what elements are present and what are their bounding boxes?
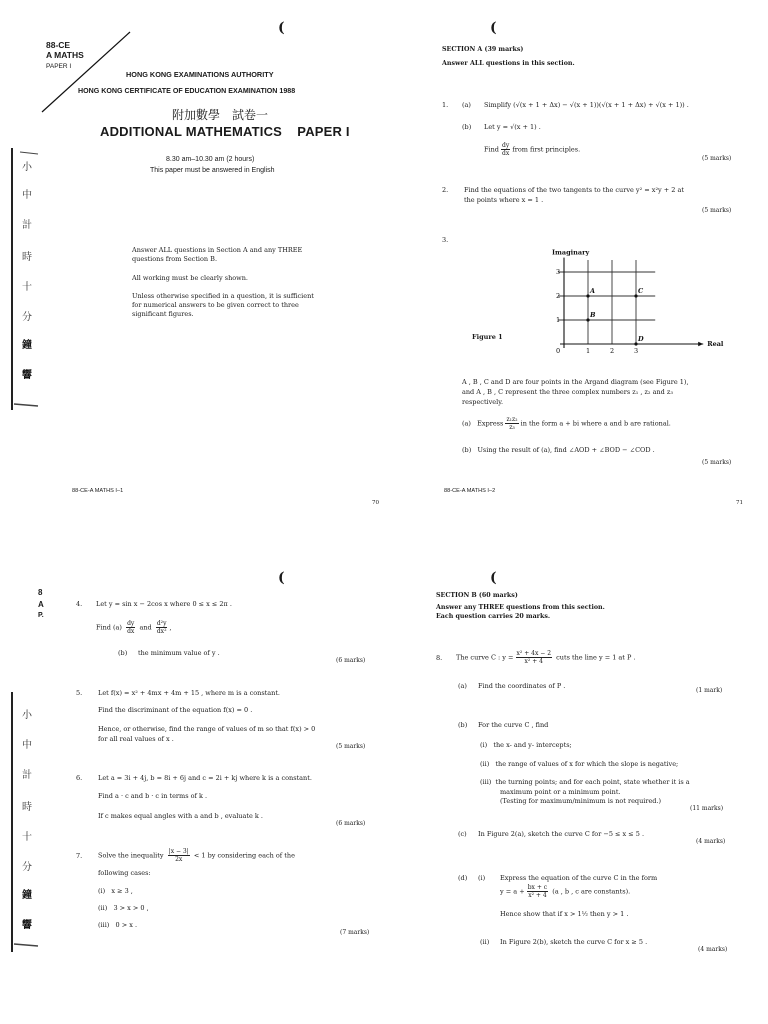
- question-3a-rest: in the form a + bi where a and b are rational.: [520, 419, 671, 428]
- question-8d-i-hence: Hence show that if x > 1½ then y > 1 .: [500, 910, 629, 918]
- section-heading: SECTION A (39 marks): [442, 46, 524, 53]
- question-6-marks: (6 marks): [336, 820, 366, 827]
- question-8c-text: In Figure 2(a), sketch the curve C for −5 ≤ x ≤ 5 .: [478, 830, 645, 838]
- fraction-numerator: |x − 3|: [168, 848, 189, 855]
- page-number: 70: [372, 500, 380, 506]
- question-1b-label: (b): [462, 123, 472, 131]
- question-8a-marks: (1 mark): [696, 687, 723, 694]
- y-tick-label: 3: [556, 268, 561, 276]
- question-2-number: 2.: [442, 186, 449, 194]
- page-top-mark: (: [490, 20, 497, 36]
- question-6-text-1: Let a = 3i + 4j, b = 8i + 6j and c = 2i + kj where k is a constant.: [98, 774, 312, 782]
- item-text: the turning points; and for each point, state whether it is a: [495, 778, 690, 786]
- fraction-numerator: dy: [502, 142, 510, 149]
- instruction-2: All working must be clearly shown.: [132, 274, 248, 282]
- page-top-mark: (: [490, 570, 497, 586]
- question-7-number: 7.: [76, 852, 83, 860]
- question-5-marks: (5 marks): [336, 743, 366, 750]
- question-8-number: 8.: [436, 654, 443, 662]
- section-heading: SECTION B (60 marks): [436, 592, 518, 599]
- question-8b-label: (b): [458, 721, 468, 729]
- question-3a-label: (a): [462, 419, 471, 428]
- question-8b-iii-line-3: (Testing for maximum/minimum is not required.): [500, 797, 662, 805]
- point-label-d: D: [638, 335, 644, 343]
- item-label: (i): [480, 741, 488, 749]
- item-text: the x- and y- intercepts;: [493, 741, 572, 749]
- question-1a-text: Simplify (√(x + 1 + Δx) − √(x + 1))(√(x + 1 + Δx) + √(x + 1)) .: [484, 101, 689, 109]
- fraction-numerator: z₁z₂: [506, 416, 518, 423]
- corner-subject: A MATHS: [46, 50, 84, 60]
- svg-text:小: 小: [22, 162, 32, 173]
- question-3-marks: (5 marks): [702, 459, 732, 466]
- question-4a: Find (a) $\frac{dy}{dx}$ and $\frac{\text{d²y}}{\text{dx²}}$ ,: [96, 620, 172, 635]
- fraction-denominator: z₃: [509, 424, 515, 431]
- binding-marks: [0, 148, 40, 410]
- edge-letter-3: P.: [38, 612, 44, 619]
- question-7-text-2: following cases:: [98, 869, 151, 877]
- svg-text:時: 時: [22, 802, 32, 813]
- form-fraction: [527, 884, 548, 899]
- question-4a-and: and: [139, 623, 152, 632]
- question-8b-iii-line-2: maximum point or a minimum point.: [500, 788, 621, 796]
- abs-fraction: [168, 848, 190, 863]
- question-4-text: Let y = sin x − 2cos x where 0 ≤ x ≤ 2π .: [96, 600, 232, 608]
- fraction-numerator: d²y: [156, 620, 167, 627]
- question-3a-express: Express: [477, 419, 504, 428]
- form-post: (a , b , c are constants).: [552, 887, 631, 896]
- case-text: 3 > x > 0 ,: [113, 904, 149, 912]
- question-4b-text: the minimum value of y .: [138, 649, 220, 657]
- svg-text:鐘: 鐘: [22, 340, 32, 351]
- question-5-number: 5.: [76, 689, 83, 697]
- instruction-1: Answer ALL questions in Section A and any THREE questions from Section B.: [132, 246, 303, 263]
- question-3b-label: (b): [462, 446, 472, 454]
- corner-code: 88-CE: [46, 40, 71, 50]
- question-4b-label: (b): [118, 649, 128, 657]
- question-3-text-1: A , B , C and D are four points in the Argand diagram (see Figure 1),: [462, 378, 689, 386]
- point-label-c: C: [638, 287, 644, 295]
- question-1-number: 1.: [442, 101, 449, 109]
- curve-fraction: [516, 650, 553, 665]
- find-rest: from first principles.: [512, 145, 581, 154]
- dy-dx-fraction: [126, 620, 135, 635]
- question-5-text-4: for all real values of x .: [98, 735, 174, 743]
- question-8-curve: [456, 650, 635, 665]
- question-7-inequality: [98, 848, 295, 863]
- item-text: the range of values of x for which the slope is negative;: [495, 760, 679, 768]
- binding-marks: [0, 692, 40, 952]
- page-section-b: [384, 512, 768, 1024]
- question-8d-ii-label: (ii): [480, 938, 490, 946]
- footer-code: 88-CE-A MATHS I–1: [72, 488, 124, 494]
- question-4-number: 4.: [76, 600, 83, 608]
- y-tick-label: 2: [556, 292, 561, 300]
- question-7-pre: Solve the inequality: [98, 851, 164, 860]
- find-word: Find: [484, 145, 499, 154]
- fraction-numerator: dy: [127, 620, 135, 627]
- d2y-dx2-fraction: [156, 620, 168, 635]
- question-8b-i: [480, 741, 572, 749]
- point-label-b: B: [590, 311, 596, 319]
- fraction-numerator: bx + c: [527, 884, 548, 891]
- imaginary-axis-label: Imaginary: [552, 248, 590, 257]
- question-1a-label: (a): [462, 101, 471, 109]
- case-label: (iii): [98, 921, 110, 929]
- fraction-denominator: dx: [127, 628, 135, 635]
- question-8d-marks: (4 marks): [698, 946, 728, 953]
- item-label: (ii): [480, 760, 490, 768]
- question-7-post: < 1 by considering each of the: [193, 851, 295, 860]
- question-6-text-3: If c makes equal angles with a and b , evaluate k .: [98, 812, 263, 820]
- question-4-marks: (6 marks): [336, 657, 366, 664]
- fraction-denominator: 2x: [175, 856, 183, 863]
- question-8b-text: For the curve C , find: [478, 721, 549, 729]
- svg-text:計: 計: [22, 220, 32, 231]
- question-1b-derivative: [484, 142, 580, 157]
- svg-text:鐘: 鐘: [22, 890, 32, 901]
- instruction-3: Unless otherwise specified in a question, it is sufficient for numerical answers to be given correct to three significant figures.: [132, 292, 314, 318]
- authority-name: HONG KONG EXAMINATIONS AUTHORITY: [126, 70, 274, 79]
- question-8d-label: (d): [458, 874, 468, 882]
- form-pre: y = a +: [500, 887, 525, 896]
- question-7-case-3: [98, 921, 137, 929]
- point-label-a: A: [590, 287, 596, 295]
- svg-text:十: 十: [22, 282, 32, 293]
- question-3-text-3: respectively.: [462, 398, 504, 406]
- question-8a-label: (a): [458, 682, 467, 690]
- language-note: This paper must be answered in English: [150, 167, 275, 174]
- case-label: (ii): [98, 904, 108, 912]
- case-text: x ≥ 3 ,: [111, 887, 133, 895]
- question-7-marks: (7 marks): [340, 929, 370, 936]
- question-8-pre: The curve C : y =: [456, 653, 514, 662]
- question-1-marks: (5 marks): [702, 155, 732, 162]
- question-8c-marks: (4 marks): [696, 838, 726, 845]
- question-2-text-2: the points where x = 1 .: [464, 196, 544, 204]
- question-8c-label: (c): [458, 830, 467, 838]
- item-label: (iii): [480, 778, 492, 786]
- page-top-mark: (: [278, 570, 285, 586]
- svg-text:分: 分: [22, 312, 32, 323]
- question-2-text-1: Find the equations of the two tangents to the curve y² = x²y + 2 at: [464, 186, 684, 194]
- section-instruction-2: Each question carries 20 marks.: [436, 613, 551, 620]
- question-5-text-2: Find the discriminant of the equation f(x) = 0 .: [98, 706, 253, 714]
- question-8a-text: Find the coordinates of P .: [478, 682, 566, 690]
- question-8b-marks: (11 marks): [690, 805, 724, 812]
- svg-text:時: 時: [22, 252, 32, 263]
- page-section-a-continued: [0, 512, 384, 1024]
- real-axis-arrow: [698, 342, 703, 347]
- y-tick-label: 1: [556, 316, 561, 324]
- question-8d-ii-text: In Figure 2(b), sketch the curve C for x ≥ 5 .: [500, 938, 648, 946]
- case-text: 0 > x .: [115, 921, 138, 929]
- question-6-number: 6.: [76, 774, 83, 782]
- question-8d-i-label: (i): [478, 874, 486, 882]
- question-3-text-2: and A , B , C represent the three complex numbers z₁ , z₂ and z₃: [462, 388, 673, 396]
- fraction-denominator: x² + 4: [524, 658, 543, 665]
- question-4a-find: Find (a): [96, 623, 122, 632]
- x-tick-label: 0: [556, 347, 561, 355]
- svg-text:中: 中: [22, 190, 32, 201]
- x-tick-label: 2: [610, 347, 615, 355]
- question-7-case-1: [98, 887, 133, 895]
- argand-diagram: [534, 228, 734, 368]
- question-8b-iii: [480, 778, 690, 786]
- footer-code: 88-CE-A MATHS I–2: [444, 488, 496, 494]
- question-6-text-2: Find a · c and b · c in terms of k .: [98, 792, 208, 800]
- edge-letter-2: A: [38, 600, 44, 609]
- question-5-text-1: Let f(x) = x² + 4mx + 4m + 15 , where m is a constant.: [98, 689, 280, 697]
- dy-dx-fraction: [501, 142, 510, 157]
- page-section-a: [384, 0, 768, 512]
- exam-time: 8.30 am–10.30 am (2 hours): [166, 156, 255, 163]
- question-8-post: cuts the line y = 1 at P .: [556, 653, 636, 662]
- case-label: (i): [98, 887, 106, 895]
- svg-text:十: 十: [22, 832, 32, 843]
- page-top-mark: (: [278, 20, 285, 36]
- question-3b-text: Using the result of (a), find ∠AOD + ∠BOD − ∠COD .: [477, 446, 655, 454]
- fraction-numerator: x² + 4x − 2: [516, 650, 552, 657]
- svg-text:分: 分: [22, 862, 32, 873]
- page-title: ADDITIONAL MATHEMATICS PAPER I: [100, 124, 350, 139]
- svg-text:小: 小: [22, 710, 32, 721]
- fraction-denominator: dx²: [156, 628, 167, 635]
- question-8b-ii: [480, 760, 678, 768]
- certificate-name: HONG KONG CERTIFICATE OF EDUCATION EXAMINATION 1988: [78, 87, 296, 95]
- svg-text:計: 計: [22, 770, 32, 781]
- question-7-case-2: [98, 904, 149, 912]
- figure-1-label: Figure 1: [472, 333, 503, 341]
- svg-text:響: 響: [22, 370, 32, 381]
- real-axis-label: Real: [707, 340, 724, 348]
- question-2-marks: (5 marks): [702, 207, 732, 214]
- binding-edge-strip: [0, 692, 40, 952]
- edge-letter-1: 8: [38, 588, 43, 597]
- question-1b-text: Let y = √(x + 1) .: [484, 123, 541, 131]
- svg-text:中: 中: [22, 740, 32, 751]
- fraction-denominator: dx: [502, 150, 510, 157]
- question-8d-i-text: Express the equation of the curve C in the form: [500, 874, 658, 882]
- question-8d-i-form: [500, 884, 630, 899]
- question-3a: [462, 416, 671, 431]
- x-tick-label: 1: [586, 347, 591, 355]
- binding-edge-strip: [0, 148, 40, 410]
- page-cover: [0, 0, 384, 512]
- x-tick-label: 3: [634, 347, 639, 355]
- question-3-number: 3.: [442, 236, 449, 244]
- fraction-denominator: x² + 4: [528, 892, 547, 899]
- section-instruction-1: Answer any THREE questions from this section.: [436, 604, 605, 611]
- z1z2-over-z3-fraction: [505, 416, 518, 431]
- section-instruction: Answer ALL questions in this section.: [442, 60, 575, 67]
- question-3b: [462, 446, 655, 454]
- corner-paper: PAPER I: [46, 63, 72, 70]
- svg-text:響: 響: [22, 920, 32, 931]
- chinese-title: 附加數學 試卷一: [172, 108, 269, 122]
- page-number: 71: [736, 500, 744, 506]
- question-5-text-3: Hence, or otherwise, find the range of values of m so that f(x) > 0: [98, 725, 316, 733]
